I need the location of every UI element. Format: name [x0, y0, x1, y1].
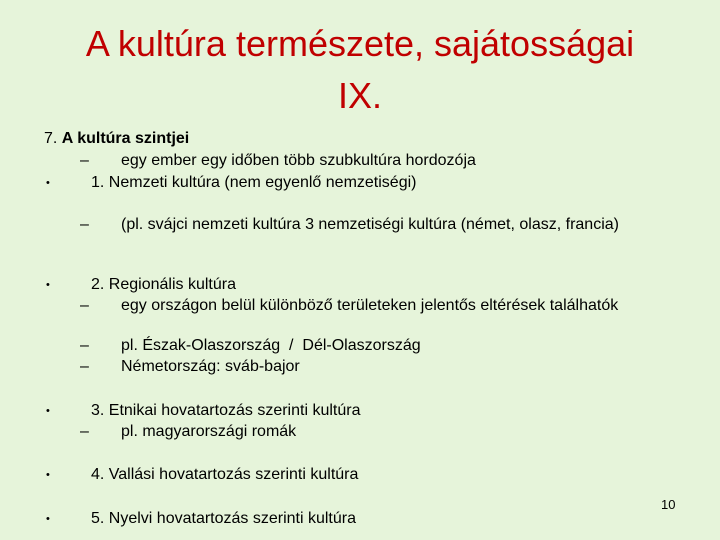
item-2-sub-2-text: pl. Észak-Olaszország / Dél-Olaszország	[121, 337, 421, 354]
slide-title-line2: IX.	[337, 75, 382, 116]
bullet-marker: •	[46, 177, 50, 189]
dash-marker: –	[80, 337, 89, 354]
item-1-text: 1. Nemzeti kultúra (nem egyenlő nemzetiségi)	[91, 174, 417, 191]
sub-intro-text: egy ember egy időben több szubkultúra hordozója	[121, 152, 476, 169]
section-heading-number: 7.	[44, 130, 58, 147]
bullet-marker: •	[46, 469, 50, 481]
page-number: 10	[661, 497, 676, 512]
item-3-sub-1-text: pl. magyarországi romák	[121, 423, 297, 440]
slide-title-line1: A kultúra természete, sajátosságai	[85, 23, 635, 64]
item-2-sub-1-text: egy országon belül különböző területeken jelentős eltérések találhatók	[121, 297, 619, 314]
dash-marker: –	[80, 216, 89, 233]
dash-marker: –	[80, 152, 89, 169]
dash-marker: –	[80, 358, 89, 375]
item-4-text: 4. Vallási hovatartozás szerinti kultúra	[91, 466, 359, 483]
bullet-marker: •	[46, 279, 50, 291]
dash-marker: –	[80, 297, 89, 314]
item-2-text: 2. Regionális kultúra	[91, 276, 236, 293]
item-3-text: 3. Etnikai hovatartozás szerinti kultúra	[91, 402, 361, 419]
bullet-marker: •	[46, 513, 50, 525]
item-2-sub-3-text: Németország: sváb-bajor	[121, 358, 300, 375]
item-5-text: 5. Nyelvi hovatartozás szerinti kultúra	[91, 510, 356, 527]
item-1-sub-1-text: (pl. svájci nemzeti kultúra 3 nemzetiségi kultúra (német, olasz, francia)	[121, 216, 619, 233]
dash-marker: –	[80, 423, 89, 440]
section-heading-text: A kultúra szintjei	[61, 130, 190, 147]
section-heading	[44, 130, 189, 148]
bullet-marker: •	[46, 405, 50, 417]
